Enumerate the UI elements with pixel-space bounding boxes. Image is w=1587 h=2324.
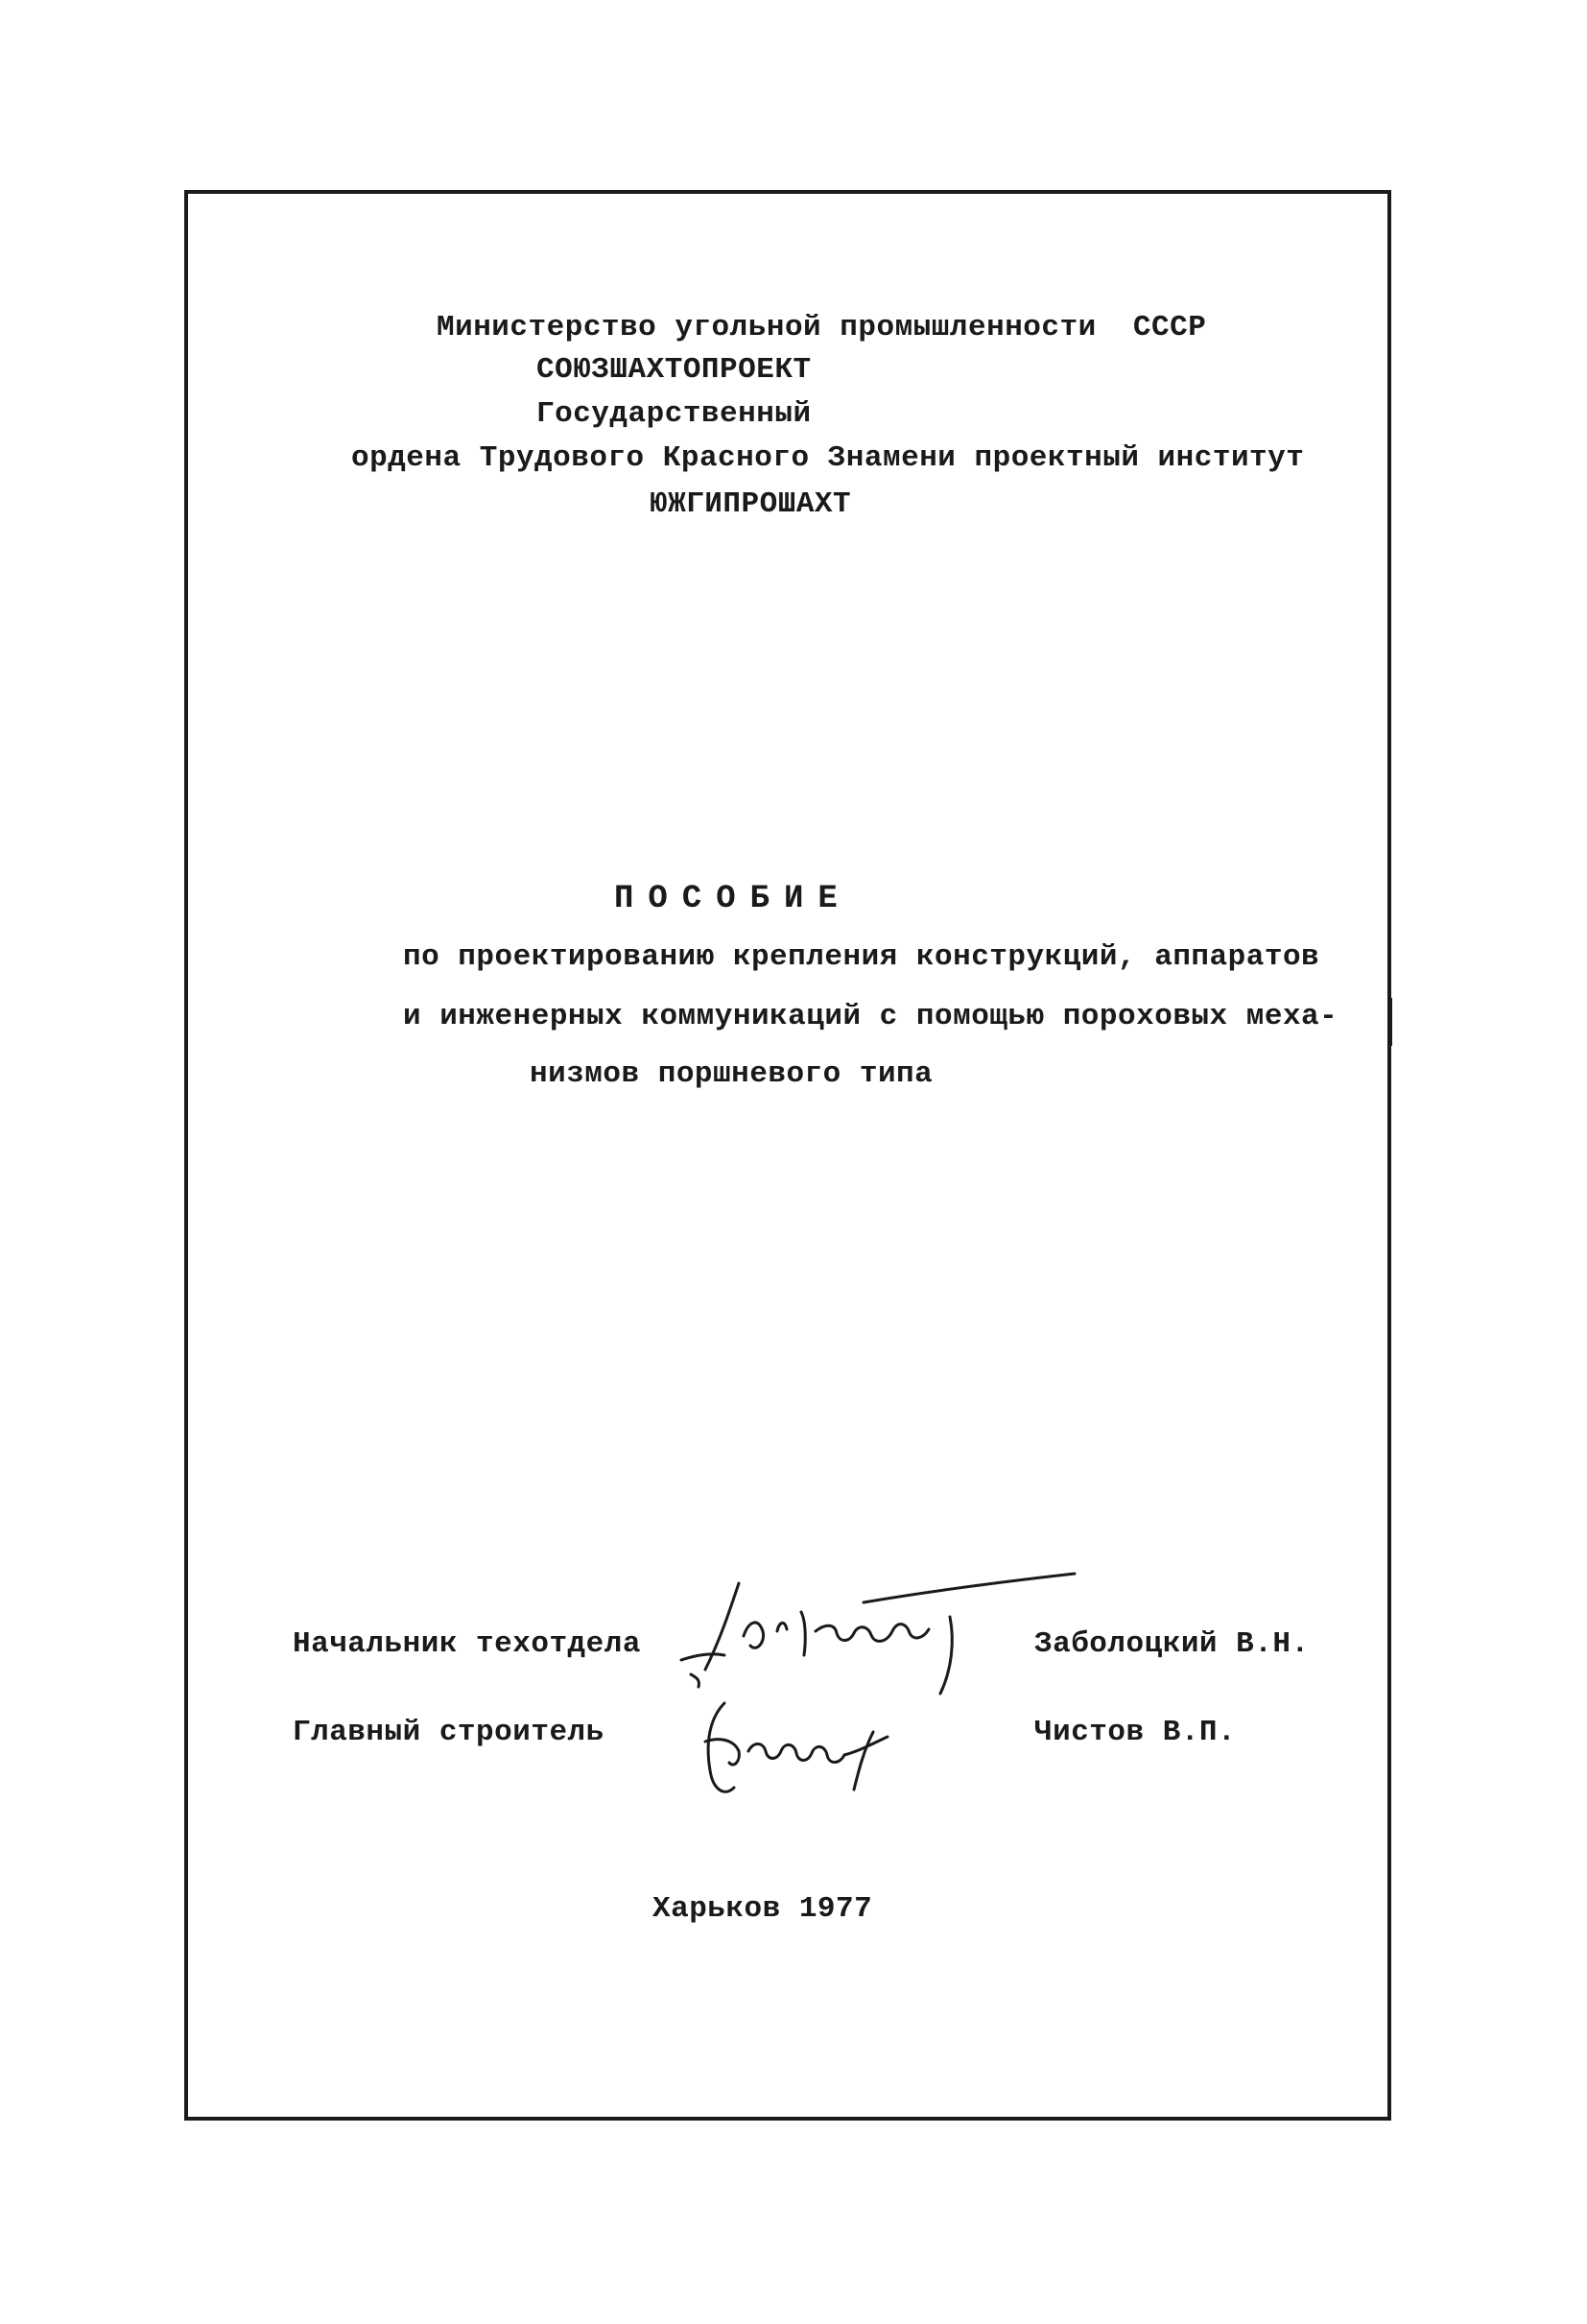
approval-name-1: Заболоцкий В.Н.	[1034, 1627, 1310, 1661]
ministry-line: Министерство угольной промышленности СССР	[437, 311, 1207, 344]
subtitle-line-2: и инженерных коммуникаций с помощью пороховых меха-	[403, 1000, 1338, 1033]
border-tick-mark	[1389, 998, 1392, 1046]
document-title: ПОСОБИЕ	[614, 881, 852, 917]
subtitle-line-3: низмов поршневого типа	[530, 1057, 934, 1091]
order-line: ордена Трудового Красного Знамени проектный институт	[351, 441, 1305, 475]
subtitle-line-1: по проектированию крепления конструкций, аппаратов	[403, 940, 1320, 974]
page-border	[184, 190, 1391, 2121]
association-line: СОЮЗШАХТОПРОЕКТ	[536, 353, 812, 387]
signature-2-icon	[681, 1684, 931, 1809]
state-line: Государственный	[536, 397, 812, 431]
place-year: Харьков 1977	[652, 1892, 873, 1926]
approval-position-1: Начальник техотдела	[293, 1627, 641, 1661]
approval-position-2: Главный строитель	[293, 1716, 604, 1749]
institute-line: ЮЖГИПРОШАХТ	[650, 487, 852, 521]
approval-name-2: Чистов В.П.	[1034, 1716, 1237, 1749]
